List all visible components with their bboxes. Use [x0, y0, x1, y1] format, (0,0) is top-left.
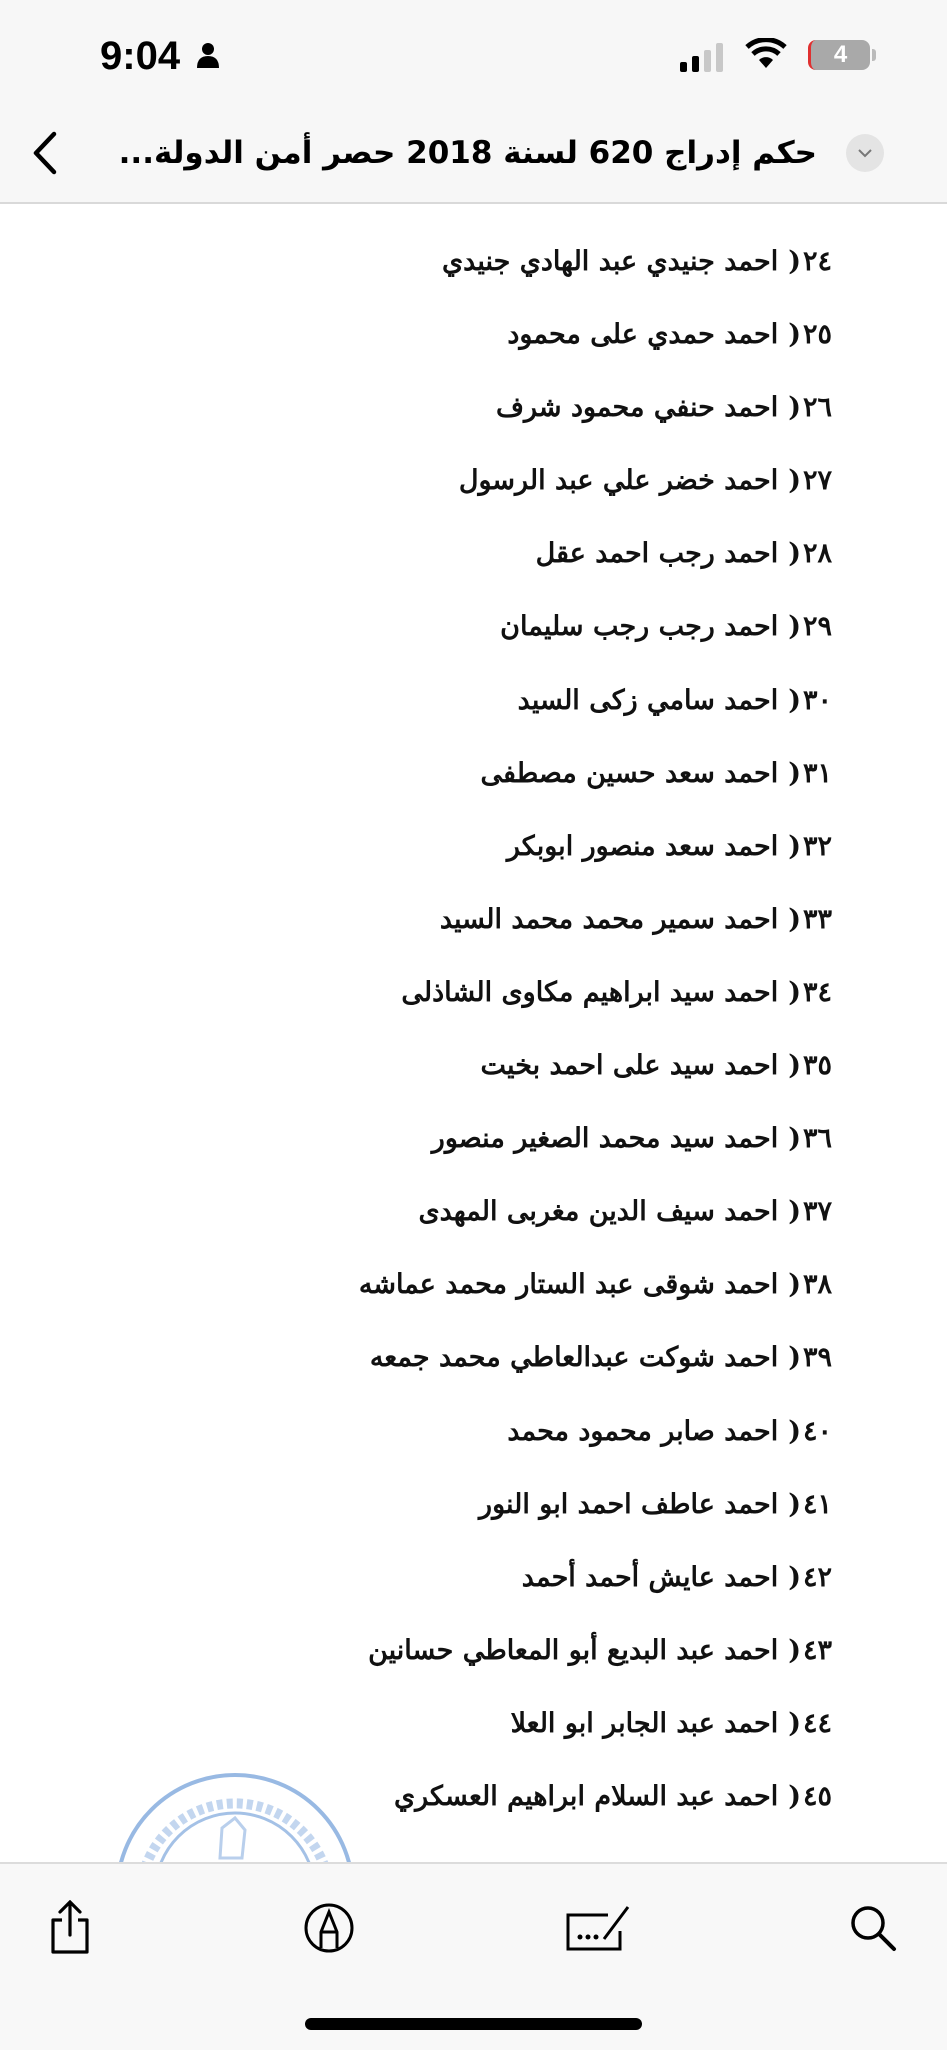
item-name: احمد شوقى عبد الستار محمد عماشه: [358, 1269, 779, 1301]
item-name: احمد سمير محمد محمد السيد: [439, 903, 779, 935]
item-number: ٢٤: [802, 246, 832, 277]
list-item: [72, 298, 832, 371]
item-paren: ): [788, 392, 801, 424]
item-paren: ): [788, 1415, 801, 1447]
list-item: [72, 737, 832, 810]
item-number: ٤٥: [802, 1780, 832, 1812]
battery-indicator: 4: [808, 40, 870, 70]
list-item: [72, 1395, 832, 1468]
home-indicator[interactable]: [305, 2018, 642, 2030]
search-button[interactable]: [845, 1900, 901, 1956]
list-item: [72, 810, 832, 883]
list-item: [72, 517, 832, 590]
item-paren: ): [788, 903, 801, 935]
item-name: احمد عبد الجابر ابو العلا: [510, 1707, 779, 1739]
item-number: ٣٣: [802, 903, 832, 935]
item-paren: ): [788, 830, 801, 862]
item-name: احمد شوكت عبدالعاطي محمد جمعه: [369, 1342, 779, 1374]
item-number: ٣٤: [802, 976, 832, 1008]
court-stamp: [110, 1768, 360, 1862]
item-name: احمد رجب رجب سليمان: [500, 611, 779, 643]
list-item: [72, 444, 832, 517]
item-paren: ): [788, 465, 801, 497]
cellular-signal-icon: [680, 42, 723, 72]
item-paren: ): [788, 1561, 801, 1593]
item-paren: ): [788, 1196, 801, 1228]
person-icon: [197, 42, 219, 68]
list-item: [72, 883, 832, 956]
item-number: ٢٥: [802, 319, 832, 351]
share-button[interactable]: [42, 1900, 98, 1956]
chevron-left-icon: [26, 128, 66, 178]
item-paren: ): [788, 1050, 801, 1082]
item-name: احمد سيد ابراهيم مكاوى الشاذلى: [401, 976, 779, 1008]
item-paren: ): [788, 1707, 801, 1739]
item-paren: ): [788, 1780, 801, 1812]
item-name: احمد سيد محمد الصغير منصور: [431, 1123, 779, 1155]
item-number: ٤٣: [802, 1634, 832, 1666]
item-number: ٢٩: [802, 611, 832, 643]
item-number: ٣٠: [802, 684, 832, 716]
item-paren: ): [788, 1123, 801, 1155]
item-number: ٣٥: [802, 1050, 832, 1082]
list-item: [72, 1468, 832, 1541]
list-item: [72, 371, 832, 444]
item-name: احمد سيد على احمد بخيت: [480, 1050, 779, 1082]
item-paren: ): [788, 611, 801, 643]
item-number: ٤٠: [802, 1415, 832, 1447]
item-number: ٣٨: [802, 1269, 832, 1301]
item-name: احمد خضر علي عبد الرسول: [458, 465, 779, 497]
share-icon: [48, 1900, 92, 1956]
markup-icon: [303, 1902, 355, 1954]
list-item: [72, 956, 832, 1029]
markup-button[interactable]: [301, 1900, 357, 1956]
wifi-icon: [745, 38, 787, 70]
list-item: [72, 1614, 832, 1687]
item-paren: ): [788, 1634, 801, 1666]
search-icon: [848, 1903, 898, 1953]
list-item: [72, 1175, 832, 1248]
item-name: احمد عايش أحمد أحمد: [521, 1561, 779, 1593]
item-name: احمد صابر محمود محمد: [507, 1415, 779, 1447]
item-number: ٤٤: [802, 1707, 832, 1739]
item-name: احمد سعد حسين مصطفى: [480, 757, 779, 789]
item-number: ٣٢: [802, 830, 832, 862]
item-number: ٢٨: [802, 538, 832, 570]
back-button[interactable]: [26, 128, 66, 178]
item-name: احمد سيف الدين مغربى المهدى: [418, 1196, 779, 1228]
title-menu-button[interactable]: [846, 134, 884, 172]
item-name: احمد حمدي على محمود: [507, 319, 779, 351]
item-name: احمد رجب احمد عقل: [535, 538, 779, 570]
signature-button[interactable]: [564, 1900, 634, 1956]
list-item: [72, 1687, 832, 1760]
top-bar: [0, 0, 947, 204]
item-name: احمد عبد السلام ابراهيم العسكري: [394, 1780, 779, 1812]
item-name: احمد حنفي محمود شرف: [496, 392, 779, 424]
item-name: احمد جنيدي عبد الهادي جنيدي: [442, 246, 779, 277]
item-number: ٢٦: [802, 392, 832, 424]
list-item: [72, 1102, 832, 1175]
item-paren: ): [788, 1488, 801, 1520]
item-name: احمد عبد البديع أبو المعاطي حسانين: [368, 1634, 779, 1666]
item-name: احمد سامي زكى السيد: [517, 684, 779, 716]
item-paren: ): [788, 319, 801, 351]
item-paren: ): [788, 757, 801, 789]
list-item: [72, 590, 832, 663]
list-item: [72, 1321, 832, 1394]
item-paren: ): [788, 976, 801, 1008]
list-item: [72, 1541, 832, 1614]
document-title[interactable]: حكم إدراج 620 لسنة 2018 حصر أمن الدولة...: [118, 135, 817, 171]
item-paren: ): [788, 684, 801, 716]
item-number: ٤٢: [802, 1561, 832, 1593]
item-name: احمد سعد منصور ابوبكر: [506, 830, 779, 862]
battery-nub: [872, 49, 876, 61]
list-item: [72, 1029, 832, 1102]
list-item: [72, 225, 832, 298]
item-number: ٣٧: [802, 1196, 832, 1228]
item-number: ٣١: [802, 757, 832, 789]
document-name-list: [72, 225, 832, 1833]
list-item: [72, 664, 832, 737]
item-paren: ): [788, 246, 801, 277]
chevron-down-icon: [857, 148, 873, 158]
item-paren: ): [788, 538, 801, 570]
item-number: ٤١: [802, 1488, 832, 1520]
item-number: ٢٧: [802, 465, 832, 497]
signature-icon: [564, 1903, 634, 1953]
status-time: 9:04: [100, 34, 181, 78]
item-paren: ): [788, 1269, 801, 1301]
item-number: ٣٩: [802, 1342, 832, 1374]
item-name: احمد عاطف احمد ابو النور: [479, 1488, 779, 1520]
item-number: ٣٦: [802, 1123, 832, 1155]
item-paren: ): [788, 1342, 801, 1374]
list-item: [72, 1248, 832, 1321]
